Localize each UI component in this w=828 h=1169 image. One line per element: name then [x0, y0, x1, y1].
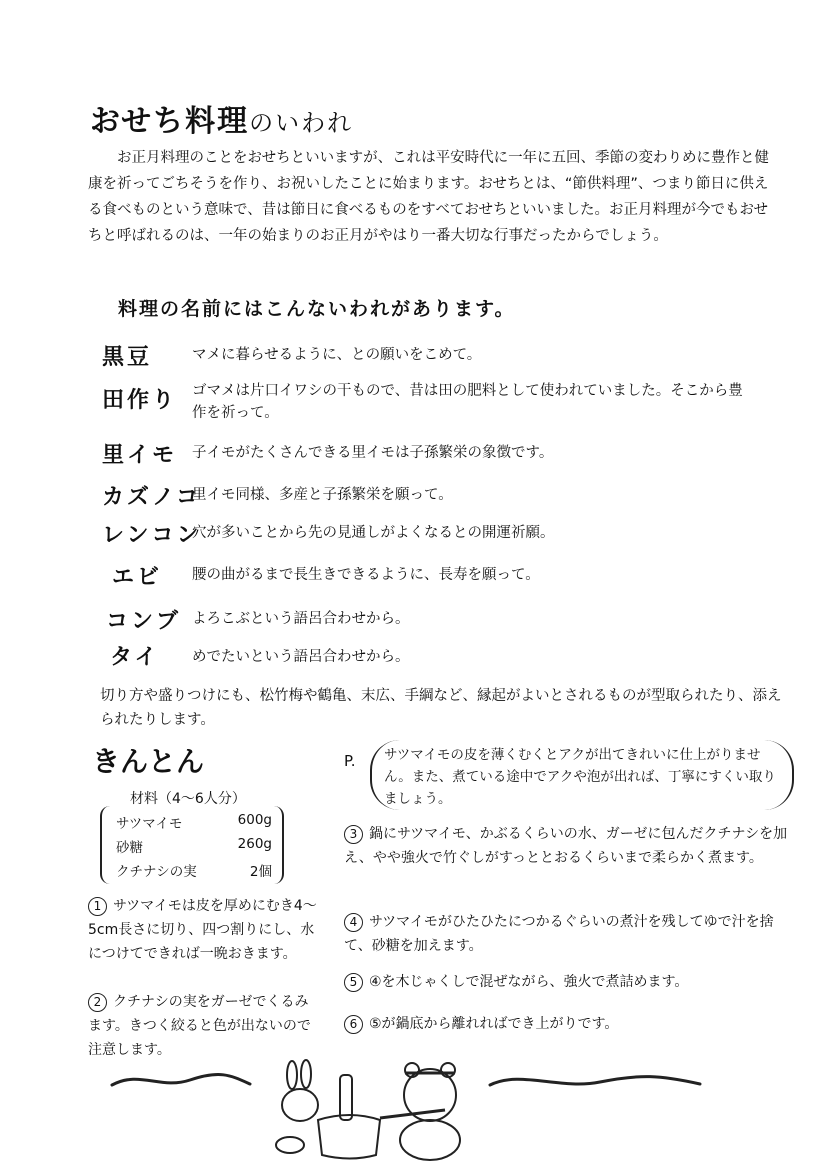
dish-desc: 里イモ同様、多産と子孫繁栄を願って。: [192, 487, 453, 503]
step-text: サツマイモがひたひたにつかるぐらいの煮汁を残してゆで汁を捨て、砂糖を加えます。: [344, 914, 774, 954]
dish-desc: 子イモがたくさんできる里イモは子孫繁栄の象徴です。: [192, 445, 554, 461]
ingredient-name: サツマイモ: [116, 816, 183, 832]
step-number: 1: [88, 897, 107, 916]
step-number: 4: [344, 913, 363, 932]
title-main: おせち料理: [90, 104, 250, 139]
recipe-step: [344, 822, 794, 870]
decoration-note: 切り方や盛りつけにも、松竹梅や鶴亀、末広、手綱など、縁起がよいとされるものが型取られたり、添えられたりします。: [100, 688, 782, 728]
ingredient-amount: 600g: [237, 812, 272, 828]
ingredient-name: クチナシの実: [116, 864, 197, 880]
point-text: サツマイモの皮を薄くむくとアクが出てきれいに仕上がりません。また、煮ている途中でアクや泡が出れば、丁寧にすくい取りましょう。: [384, 747, 776, 807]
point-label: P.: [344, 752, 356, 770]
dish-name: レンコン: [102, 523, 202, 548]
step-number: 2: [88, 993, 107, 1012]
dish-desc: よろこぶという語呂合わせから。: [192, 611, 410, 627]
dish-desc: 穴が多いことから先の見通しがよくなるとの開運祈願。: [192, 525, 555, 541]
dish-desc: ゴマメは片口イワシの干もので、昔は田の肥料として使われていました。そこから豊作を祈って。: [192, 383, 743, 421]
ingredient-row: [116, 860, 272, 880]
ingredient-row: [116, 836, 272, 856]
step-number: 5: [344, 973, 363, 992]
mortar-icon: [318, 1075, 380, 1159]
dish-name: コンブ: [106, 609, 182, 634]
dish-name: エビ: [112, 565, 163, 590]
ingredient-row: [116, 812, 272, 832]
step-number: 3: [344, 825, 363, 844]
dish-name: 黒豆: [102, 345, 153, 370]
step-text: ④を木じゃくしで混ぜながら、強火で煮詰めます。: [369, 974, 689, 990]
ingredient-amount: 2個: [249, 864, 272, 880]
ingredient-amount: 260g: [237, 836, 272, 852]
title-suffix: のいわれ: [249, 109, 354, 137]
dish-name: 田作り: [102, 388, 178, 413]
dish-desc: マメに暮らせるように、との願いをこめて。: [192, 347, 482, 363]
dish-name: 里イモ: [102, 443, 178, 468]
page-title: [90, 96, 353, 140]
dishes-subtitle: 料理の名前にはこんないわれがあります。: [118, 298, 516, 320]
step-text: 鍋にサツマイモ、かぶるくらいの水、ガーゼに包んだクチナシを加え、やや強火で竹ぐしがすっととおるくらいまで柔らかく煮ます。: [344, 826, 788, 866]
recipe-step: [88, 894, 318, 966]
rice-pounding-illustration: [0, 1040, 828, 1165]
point-box: [370, 740, 794, 810]
recipe-step: [344, 910, 794, 958]
ingredients-header: 材料（4～6人分）: [130, 791, 246, 807]
ingredient-name: 砂糖: [116, 840, 143, 856]
recipe-title: きんとん: [92, 745, 205, 778]
intro-paragraph: お正月料理のことをおせちといいますが、これは平安時代に一年に五回、季節の変わりめに豊作と健康を祈ってごちそうを作り、お祝いしたことに始まります。おせちとは、“節供料理”、つまり節日に供える食べものという意味で、昔は節日に食べるものをすべておせちといいました。お正月料理が今でもおせちと呼ばれるのは、一年の始まりのお正月がやはり一番大切な行事だったからでしょう。: [88, 150, 770, 244]
step-text: ⑤が鍋底から離れればでき上がりです。: [369, 1016, 619, 1032]
recipe-step: [344, 1012, 794, 1036]
step-number: 6: [344, 1015, 363, 1034]
recipe-step: [344, 970, 794, 994]
dish-name: タイ: [110, 645, 160, 670]
step-text: サツマイモは皮を厚めにむき4～5cm長さに切り、四つ割りにし、水につけてできれば一晩おきます。: [88, 898, 317, 962]
bear-icon: [380, 1063, 460, 1160]
rabbit-icon: [276, 1060, 318, 1153]
dish-desc: めでたいという語呂合わせから。: [192, 649, 410, 665]
dish-desc: 腰の曲がるまで長生きできるように、長寿を願って。: [192, 567, 540, 583]
step-text: クチナシの実をガーゼでくるみます。きつく絞ると色が出ないので注意します。: [88, 994, 311, 1058]
ingredients-box: [100, 806, 284, 884]
dish-name: カズノコ: [102, 485, 201, 510]
